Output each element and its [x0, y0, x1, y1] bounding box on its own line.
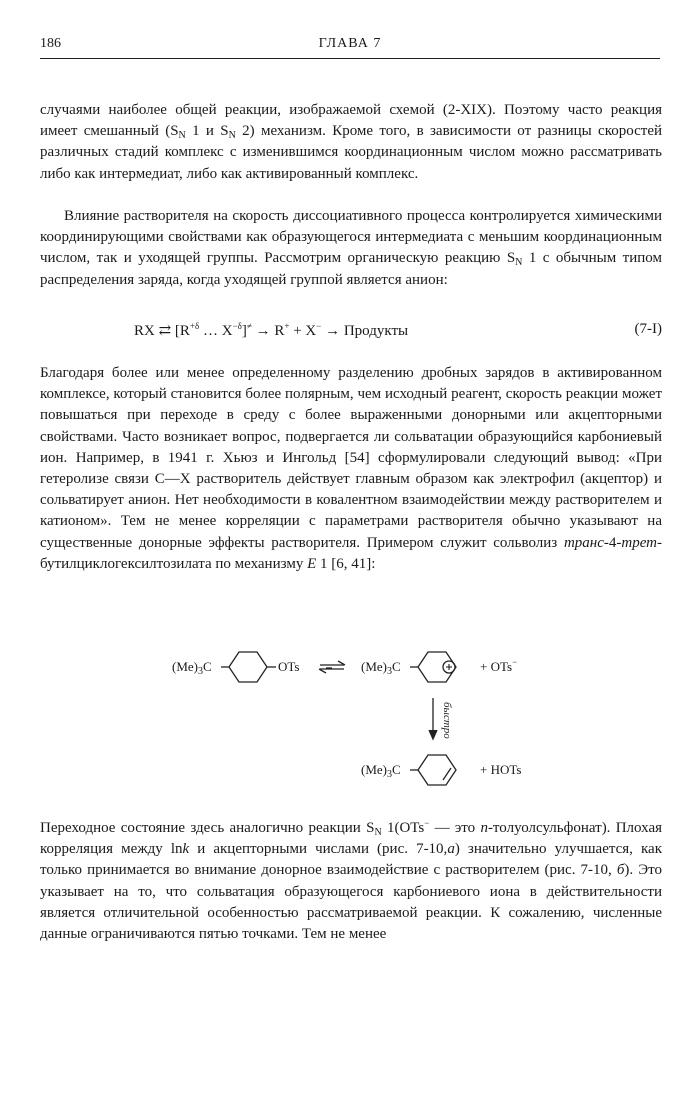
- cyclohexane-ring-reactant: [229, 652, 267, 682]
- tosylate-anion-label: + OTs−: [480, 657, 518, 674]
- reaction-scheme-drawing: [0, 630, 700, 800]
- equation-7-1: [40, 321, 662, 343]
- paragraph-3: Благодаря более или менее определенному разделению дробных зарядов в активированном комплексе, который становится более полярным, чем исходный реагент, скорость реакции может повышаться при переходе в среду с более выраженными донорными или акцепторными свойствами. Часто возникает вопрос, подвергается ли сольватации образующийся карбониевый ион. Например, в 1941 г. Хьюз и Ингольд [54] сформулировали следующий вывод: «При гетеролизе связи C—X растворитель действует главным образом как электрофил (акцептор) и сольватирует анион. Нет необходимости в ковалентном взаимодействии между растворителем и катионом». Тем не менее корреляции с параметрами растворителя обычно указывают на существенные донорные эффекты растворителя. Примером служит сольволиз транс-4-трет-бутилциклогексилтозилата по механизму E 1 [6, 41]:: [40, 365, 662, 572]
- paragraph-2: Влияние растворителя на скорость диссоциативного процесса контролируется химическими координирующими свойствами как образующегося интермедиата с меньшим координационным числом, так и уходящей группы. Рассмотрим органическую реакцию $S_N$ 1 с обычным типом распределения заряда, когда уходящей группой является анион:: [40, 208, 663, 288]
- paragraph-1: случаями наиболее общей реакции, изображаемой схемой (2-XIX). Поэтому часто реакция имеет смешанный ($S_N$ 1 и $S_N$ 2) механизм. Кроме того, в зависимости от разницы скоростей различных стадий комплекс с изменившимся координационным числом можно рассматривать либо как интермедиат, либо как активированный комплекс.: [40, 102, 663, 182]
- running-header: [40, 36, 660, 59]
- substituent-label-reactant: $(Me)_3C$: [172, 659, 212, 677]
- chapter-title: ГЛАВА 7: [318, 36, 382, 51]
- paragraph-4: Переходное состояние здесь аналогично реакции $S_N$ 1(OTs− — это n-толуолсульфонат). Плохая корреляция между lnk и акцепторными числами (рис. 7-10,a) значительно улучшается, как только принимается во внимание донорное взаимодействие с растворителем (рис. 7-10, б). Это указывает на то, что сольватация образующегося карбониевого иона в действительности является отличительной особенностью рассматриваемой реакции. К сожалению, численные данные ограничиваются пятью точками. Тем не менее: [40, 818, 663, 943]
- tosic-acid-label: + HOTs: [480, 762, 522, 777]
- equation-number: (7-I): [634, 321, 662, 337]
- equation-expression: RX ⇄ [$R^{+\delta}$ … $X^{-\delta}]^\ne \to R^+ + X^-$ → Продукты: [134, 321, 409, 339]
- fast-step-arrow: [429, 698, 437, 739]
- page-number: 186: [40, 36, 61, 51]
- substituent-label-cation: $(Me)_3C$: [361, 659, 401, 677]
- substituent-label-product: $(Me)_3C$: [361, 762, 401, 780]
- fast-step-label: быстро: [441, 702, 453, 739]
- reaction-scheme: [0, 630, 700, 800]
- equilibrium-arrow: [319, 661, 345, 673]
- leaving-group-label: OTs: [278, 659, 300, 674]
